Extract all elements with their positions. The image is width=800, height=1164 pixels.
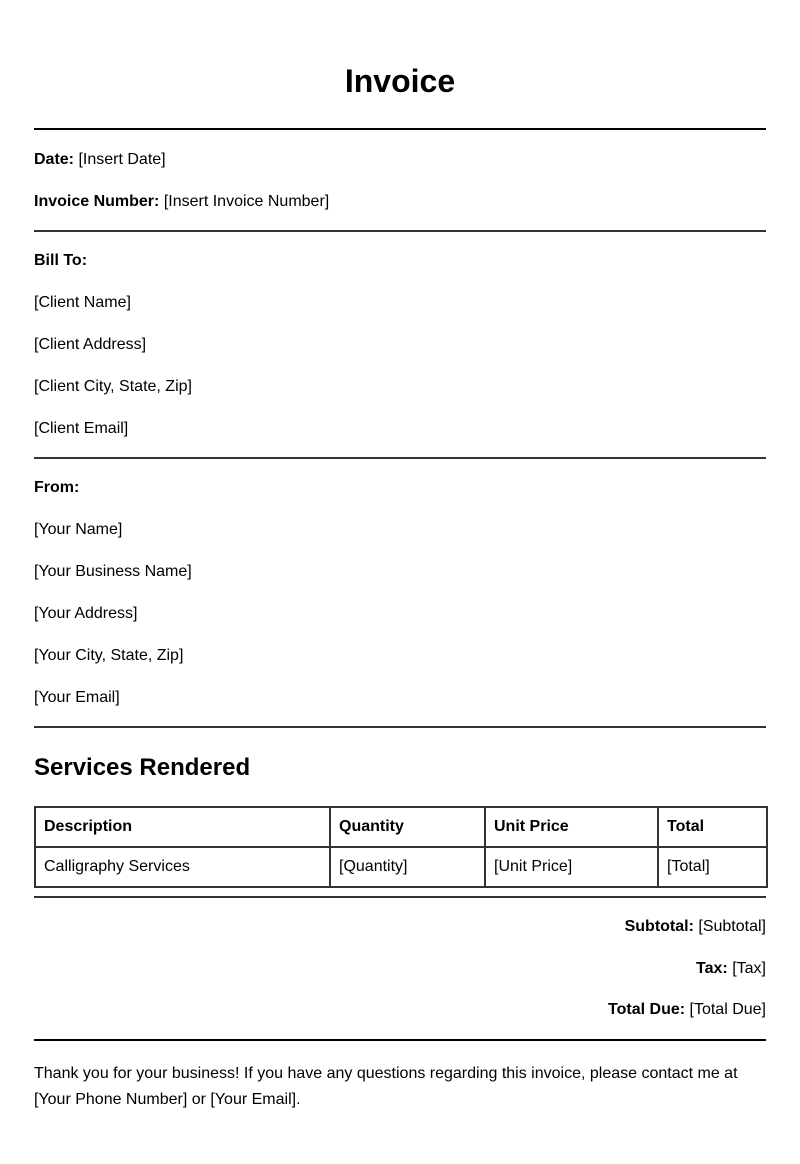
subtotal-value: [Subtotal] bbox=[698, 918, 766, 935]
column-header-quantity: Quantity bbox=[330, 807, 485, 847]
bill-to-client-address: [Client Address] bbox=[34, 336, 147, 353]
subtotal-label: Subtotal: bbox=[624, 918, 694, 935]
date-label: Date: bbox=[34, 151, 75, 168]
services-heading: Services Rendered bbox=[34, 754, 251, 781]
tax-line bbox=[34, 959, 766, 979]
from-heading bbox=[34, 478, 766, 498]
from-address: [Your Address] bbox=[34, 605, 138, 622]
invoice-number-line bbox=[34, 192, 766, 212]
cell-unit-price: [Unit Price] bbox=[485, 847, 658, 887]
cell-description: Calligraphy Services bbox=[35, 847, 330, 887]
total-due-line bbox=[34, 1000, 766, 1020]
bill-to-client-name: [Client Name] bbox=[34, 294, 131, 311]
invoice-number-label: Invoice Number: bbox=[34, 193, 160, 210]
column-header-total: Total bbox=[658, 807, 767, 847]
services-table bbox=[34, 806, 768, 888]
cell-quantity: [Quantity] bbox=[330, 847, 485, 887]
tax-value: [Tax] bbox=[732, 960, 766, 977]
footer-message: Thank you for your business! If you have any questions regarding this invoice, please contact me at [Your Phone Number] or [Your Email]. bbox=[34, 1065, 738, 1108]
table-header-row bbox=[35, 807, 767, 847]
total-due-label: Total Due: bbox=[608, 1001, 686, 1018]
table-row bbox=[35, 847, 767, 887]
bill-to-heading bbox=[34, 251, 766, 271]
from-email: [Your Email] bbox=[34, 689, 120, 706]
invoice-page bbox=[34, 0, 766, 1113]
bill-to-label: Bill To: bbox=[34, 252, 88, 269]
date-value: [Insert Date] bbox=[78, 151, 166, 168]
total-due-value: [Total Due] bbox=[689, 1001, 766, 1018]
bill-to-client-city: [Client City, State, Zip] bbox=[34, 378, 192, 395]
from-city: [Your City, State, Zip] bbox=[34, 647, 184, 664]
totals-section bbox=[34, 898, 766, 1020]
subtotal-line bbox=[34, 917, 766, 937]
column-header-unit-price: Unit Price bbox=[485, 807, 658, 847]
date-line bbox=[34, 150, 766, 170]
from-your-name: [Your Name] bbox=[34, 521, 123, 538]
page-title: Invoice bbox=[344, 63, 456, 99]
invoice-number-value: [Insert Invoice Number] bbox=[163, 193, 330, 210]
from-business-name: [Your Business Name] bbox=[34, 563, 192, 580]
column-header-description: Description bbox=[35, 807, 330, 847]
tax-label: Tax: bbox=[696, 960, 728, 977]
bill-to-client-email: [Client Email] bbox=[34, 420, 129, 437]
cell-total: [Total] bbox=[658, 847, 767, 887]
from-label: From: bbox=[34, 479, 80, 496]
